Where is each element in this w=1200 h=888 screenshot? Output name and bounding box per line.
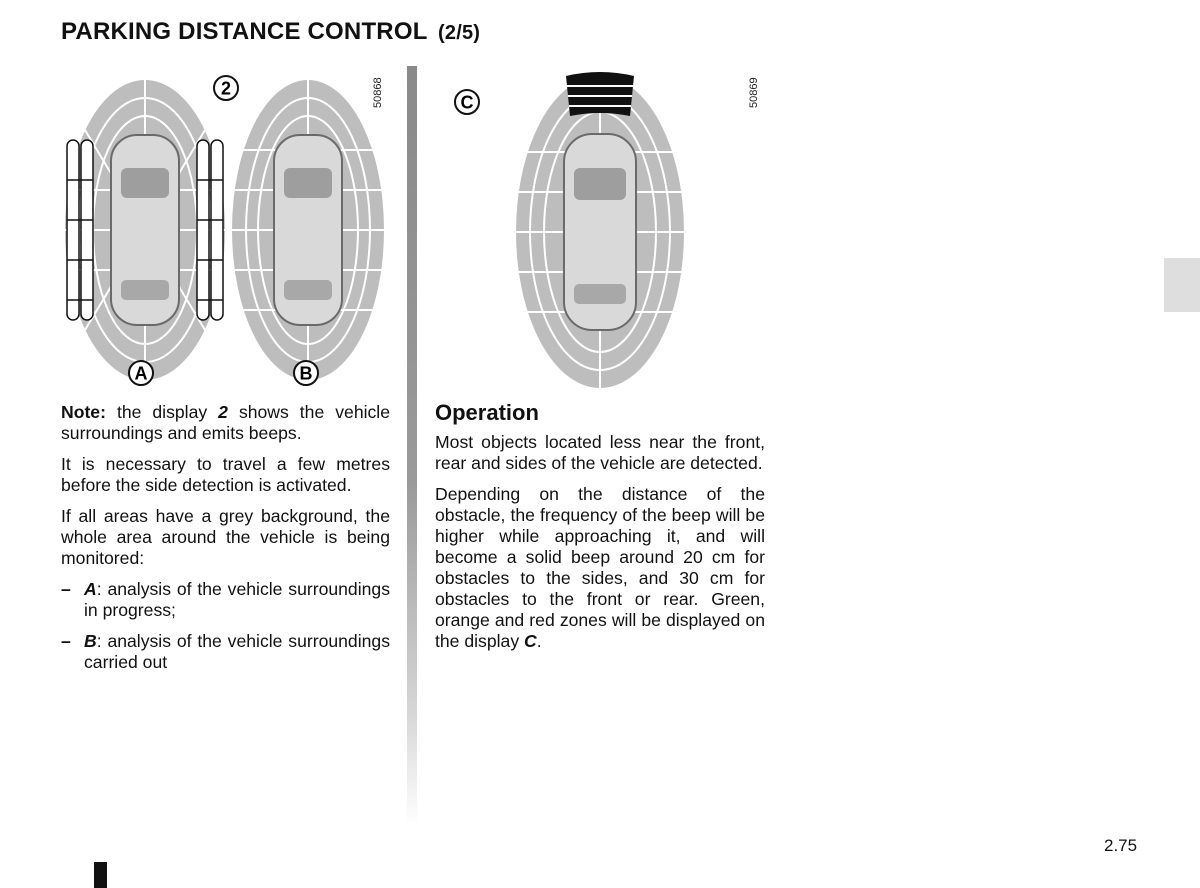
note-ref: 2 — [218, 402, 228, 422]
paragraph-side-detection: It is necessary to travel a few metres before the side detection is activated. — [61, 454, 390, 495]
list-item-a — [61, 579, 390, 621]
page-title — [61, 18, 480, 46]
note-text-2: shows the vehicle surroundings and emits beeps. — [61, 402, 390, 443]
list-item-b — [61, 631, 390, 673]
chapter-tab — [1164, 258, 1200, 312]
svg-text:A: A — [134, 363, 148, 384]
right-column — [435, 402, 765, 662]
figure-code-left: 50868 — [372, 77, 384, 108]
page-title-text: PARKING DISTANCE CONTROL — [61, 18, 428, 45]
figure-displays-a-b — [55, 70, 395, 390]
paragraph-beep-frequency — [435, 484, 765, 652]
paragraph-grey-background: If all areas have a grey background, the whole area around the vehicle is being monitored: — [61, 506, 390, 568]
left-column — [61, 402, 390, 683]
note-label: Note: — [61, 402, 106, 422]
paragraph-objects-detected: Most objects located less near the front, rear and sides of the vehicle are detected. — [435, 432, 765, 473]
list-item-text: : analysis of the vehicle surroundings in progress; — [84, 579, 390, 620]
corner-mark — [94, 862, 107, 888]
section-heading-operation: Operation — [435, 400, 539, 425]
display-c — [516, 72, 684, 388]
page-title-part: (2/5) — [438, 22, 481, 44]
paragraph-beep-text: Depending on the distance of the obstacle, the frequency of the beep will be higher while approaching it, and will become a solid beep around 20 cm for obstacles to the sides, and 30 cm for obstacles to the front or rear. Green, orange and red zones will be displayed on the display — [435, 484, 765, 651]
note-paragraph — [61, 402, 390, 444]
label-a — [129, 361, 153, 385]
svg-text:2: 2 — [220, 78, 232, 99]
paragraph-end: . — [536, 631, 542, 651]
list-item-text: : analysis of the vehicle surroundings carried out — [84, 631, 390, 672]
display-b — [232, 80, 384, 380]
label-display-2 — [214, 76, 238, 100]
display-c-ref: C — [524, 631, 537, 651]
list-item-ref: A — [84, 579, 97, 599]
display-a — [65, 80, 225, 380]
column-divider — [407, 66, 417, 826]
svg-text:C: C — [460, 92, 474, 113]
list-dash: – — [61, 631, 71, 651]
label-c — [455, 90, 479, 114]
svg-text:B: B — [299, 363, 313, 384]
page-number: 2.75 — [1104, 836, 1138, 855]
figure-code-right: 50869 — [748, 77, 760, 108]
note-text-1: the display — [105, 402, 219, 422]
label-b — [294, 361, 318, 385]
list-item-ref: B — [84, 631, 97, 651]
list-dash: – — [61, 579, 71, 599]
figure-display-c — [445, 70, 745, 395]
